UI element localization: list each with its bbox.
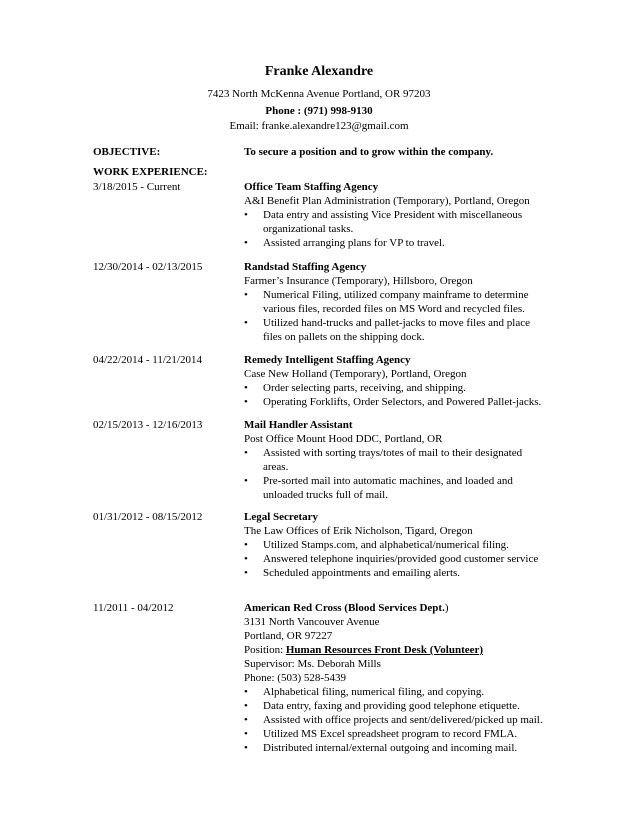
- job-bullets: [244, 446, 544, 502]
- bullet-icon: •: [244, 475, 248, 487]
- job-employer: Case New Holland (Temporary), Portland, Oregon: [244, 368, 467, 380]
- bullet-icon: •: [244, 447, 248, 459]
- work-experience-label: WORK EXPERIENCE:: [93, 166, 208, 178]
- job-bullet: • Alphabetical filing, numerical filing, and copying.: [244, 686, 485, 698]
- job-bullets: [244, 685, 544, 755]
- candidate-phone: Phone : (971) 998-9130: [265, 105, 373, 117]
- job-title: Remedy Intelligent Staffing Agency: [244, 354, 411, 366]
- job-bullet: • Operating Forklifts, Order Selectors, and Powered Pallet-jacks.: [244, 396, 542, 408]
- job-dates: 12/30/2014 - 02/13/2015: [93, 261, 203, 273]
- job-phone: Phone: (503) 528-5439: [244, 672, 347, 684]
- job-bullets: [244, 381, 544, 409]
- job-bullet: • Answered telephone inquiries/provided good customer service: [244, 553, 539, 565]
- objective-label: OBJECTIVE:: [93, 146, 161, 158]
- job-bullet: • Order selecting parts, receiving, and shipping.: [244, 382, 466, 394]
- employer-street: 3131 North Vancouver Avenue: [244, 616, 380, 628]
- job-title: American Red Cross (Blood Services Dept.): [244, 602, 449, 614]
- job-bullets: [244, 288, 544, 344]
- job-title: Randstad Staffing Agency: [244, 261, 367, 273]
- job-title: Legal Secretary: [244, 511, 319, 523]
- job-bullet: • Scheduled appointments and emailing alerts.: [244, 567, 461, 579]
- bullet-icon: •: [244, 539, 248, 551]
- employer-city: Portland, OR 97227: [244, 630, 333, 642]
- job-bullet: • Utilized MS Excel spreadsheet program to record FMLA.: [244, 728, 518, 740]
- bullet-icon: •: [244, 567, 248, 579]
- job-bullet: • Assisted with sorting trays/totes of mail to their designated areas.: [244, 447, 523, 473]
- candidate-address: 7423 North McKenna Avenue Portland, OR 97203: [207, 88, 431, 100]
- job-supervisor: Supervisor: Ms. Deborah Mills: [244, 658, 381, 670]
- job-employer: Post Office Mount Hood DDC, Portland, OR: [244, 433, 443, 445]
- candidate-email: Email: franke.alexandre123@gmail.com: [229, 120, 409, 132]
- job-dates: 02/15/2013 - 12/16/2013: [93, 419, 203, 431]
- job-employer: Farmer’s Insurance (Temporary), Hillsboro, Oregon: [244, 275, 473, 287]
- bullet-icon: •: [244, 742, 248, 754]
- job-title: Mail Handler Assistant: [244, 419, 353, 431]
- job-bullets: [244, 208, 544, 250]
- bullet-icon: •: [244, 382, 248, 394]
- job-bullet: • Pre-sorted mail into automatic machines, and loaded and unloaded trucks full of mail.: [244, 475, 513, 501]
- objective-text: To secure a position and to grow within the company.: [244, 146, 494, 158]
- job-bullet: • Utilized Stamps.com, and alphabetical/numerical filing.: [244, 539, 509, 551]
- job-bullets: [244, 538, 544, 580]
- job-bullet: • Assisted with office projects and sent/delivered/picked up mail.: [244, 714, 543, 726]
- job-dates: 04/22/2014 - 11/21/2014: [93, 354, 202, 366]
- candidate-name: Franke Alexandre: [264, 64, 374, 79]
- job-bullet: • Assisted arranging plans for VP to travel.: [244, 237, 445, 249]
- bullet-icon: •: [244, 317, 248, 329]
- job-title: Office Team Staffing Agency: [244, 181, 379, 193]
- job-bullet: • Data entry and assisting Vice President with miscellaneous organizational tasks.: [244, 209, 523, 235]
- bullet-icon: •: [244, 396, 248, 408]
- job-position: Position: Human Resources Front Desk (Volunteer): [244, 644, 484, 656]
- job-bullet: • Utilized hand-trucks and pallet-jacks to move files and place files on pallets on the shipping dock.: [244, 317, 530, 343]
- bullet-icon: •: [244, 714, 248, 726]
- job-employer: A&I Benefit Plan Administration (Temporary), Portland, Oregon: [244, 195, 530, 207]
- bullet-icon: •: [244, 686, 248, 698]
- job-dates: 11/2011 - 04/2012: [93, 602, 174, 614]
- bullet-icon: •: [244, 553, 248, 565]
- bullet-icon: •: [244, 209, 248, 221]
- bullet-icon: •: [244, 237, 248, 249]
- job-bullet: • Distributed internal/external outgoing and incoming mail.: [244, 742, 518, 754]
- bullet-icon: •: [244, 289, 248, 301]
- job-dates: 3/18/2015 - Current: [93, 181, 181, 193]
- job-bullet: • Data entry, faxing and providing good telephone etiquette.: [244, 700, 520, 712]
- job-bullet: • Numerical Filing, utilized company mainframe to determine various files, recorded files on MS Word and recycled files.: [244, 289, 529, 315]
- bullet-icon: •: [244, 700, 248, 712]
- bullet-icon: •: [244, 728, 248, 740]
- job-employer: The Law Offices of Erik Nicholson, Tigard, Oregon: [244, 525, 473, 537]
- job-dates: 01/31/2012 - 08/15/2012: [93, 511, 203, 523]
